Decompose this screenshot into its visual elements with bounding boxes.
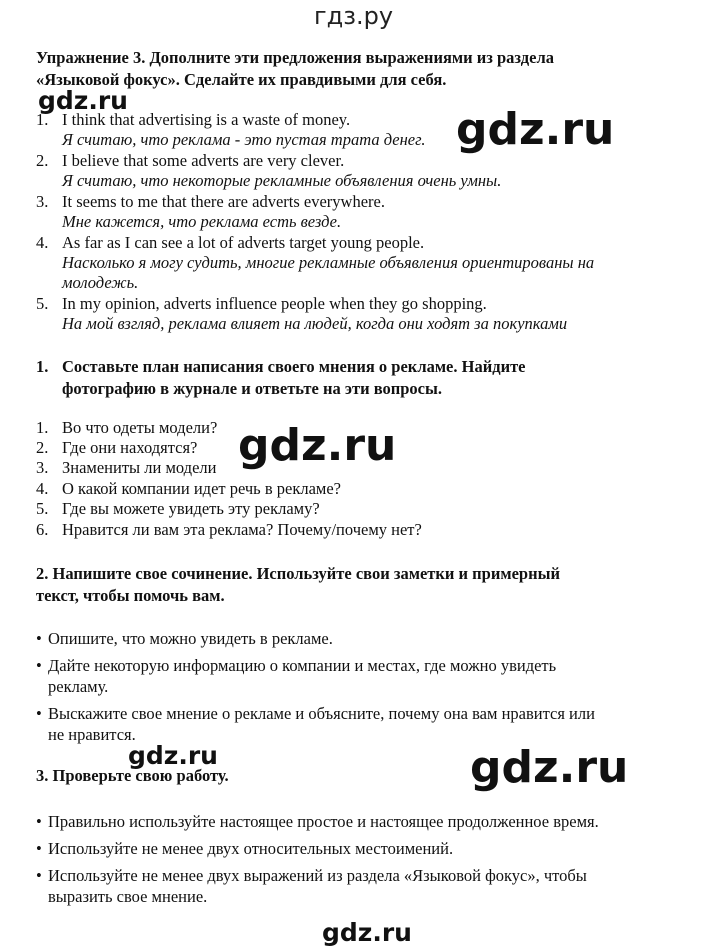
task2-heading-line1: 2. Напишите свое сочинение. Используйте свои заметки и примерный: [36, 564, 560, 583]
task1-heading-line1: Составьте план написания своего мнения о рекламе. Найдите: [62, 357, 526, 376]
bullet-text: Используйте не менее двух относительных местоимений.: [48, 839, 454, 858]
exercise3-heading-line1: Упражнение 3. Дополните эти предложения выражениями из раздела: [36, 48, 554, 67]
question-text: Во что одеты модели?: [62, 418, 218, 437]
task1-number: 1.: [36, 357, 49, 376]
item-number: 2.: [36, 151, 49, 170]
question-text: Где вы можете увидеть эту рекламу?: [62, 499, 320, 518]
item-russian: Я считаю, что некоторые рекламные объявления очень умны.: [62, 171, 502, 190]
watermark: gdz.ru: [322, 918, 412, 947]
bullet-text: Опишите, что можно увидеть в рекламе.: [48, 629, 333, 648]
item-number: 5.: [36, 294, 49, 313]
question-number: 5.: [36, 499, 49, 518]
watermark: gdz.ru: [470, 742, 629, 793]
task2-heading-line2: текст, чтобы помочь вам.: [36, 586, 225, 605]
question-text: О какой компании идет речь в рекламе?: [62, 479, 341, 498]
question-number: 4.: [36, 479, 49, 498]
site-header: гдз.ру: [314, 2, 394, 30]
question-number: 6.: [36, 520, 49, 539]
bullet-text: Используйте не менее двух выражений из раздела «Языковой фокус», чтобы: [48, 866, 587, 885]
task3-heading: 3. Проверьте свою работу.: [36, 766, 229, 785]
item-english: In my opinion, adverts influence people when they go shopping.: [62, 294, 487, 313]
watermark: gdz.ru: [456, 104, 615, 155]
question-number: 1.: [36, 418, 49, 437]
bullet-marker: •: [36, 704, 42, 723]
item-russian: Насколько я могу судить, многие рекламные объявления ориентированы на: [62, 253, 595, 272]
item-english: It seems to me that there are adverts everywhere.: [62, 192, 385, 211]
item-number: 4.: [36, 233, 49, 252]
question-text: Знамениты ли модели: [62, 458, 217, 477]
watermark: gdz.ru: [128, 741, 218, 770]
bullet-text: не нравится.: [48, 725, 136, 744]
item-number: 3.: [36, 192, 49, 211]
item-russian: молодежь.: [62, 273, 139, 292]
bullet-marker: •: [36, 866, 42, 885]
question-text: Где они находятся?: [62, 438, 198, 457]
item-number: 1.: [36, 110, 49, 129]
bullet-marker: •: [36, 839, 42, 858]
bullet-text: Дайте некоторую информацию о компании и местах, где можно увидеть: [48, 656, 557, 675]
bullet-marker: •: [36, 629, 42, 648]
question-text: Нравится ли вам эта реклама? Почему/почему нет?: [62, 520, 422, 539]
item-english: I think that advertising is a waste of money.: [62, 110, 351, 129]
bullet-text: Правильно используйте настоящее простое и настоящее продолженное время.: [48, 812, 599, 831]
question-number: 3.: [36, 458, 49, 477]
bullet-text: рекламу.: [48, 677, 109, 696]
item-english: As far as I can see a lot of adverts target young people.: [62, 233, 425, 252]
item-russian: Я считаю, что реклама - это пустая трата денег.: [62, 130, 426, 149]
bullet-text: выразить свое мнение.: [48, 887, 208, 906]
bullet-marker: •: [36, 656, 42, 675]
item-russian: На мой взгляд, реклама влияет на людей, когда они ходят за покупками: [62, 314, 568, 333]
task1-heading-line2: фотографию в журнале и ответьте на эти вопросы.: [62, 379, 443, 398]
watermark: gdz.ru: [38, 86, 128, 115]
item-english: I believe that some adverts are very clever.: [62, 151, 345, 170]
exercise3-heading-line2: «Языковой фокус». Сделайте их правдивыми для себя.: [36, 70, 447, 89]
question-number: 2.: [36, 438, 49, 457]
watermark: gdz.ru: [238, 420, 397, 471]
bullet-text: Выскажите свое мнение о рекламе и объясните, почему она вам нравится или: [48, 704, 595, 723]
item-russian: Мне кажется, что реклама есть везде.: [62, 212, 342, 231]
bullet-marker: •: [36, 812, 42, 831]
